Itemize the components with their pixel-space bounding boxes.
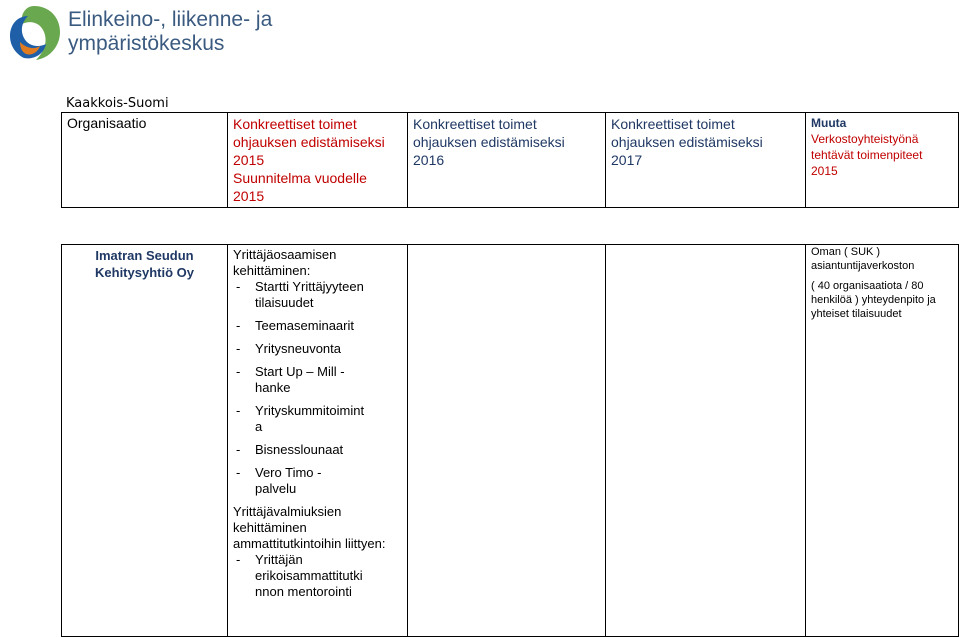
org-name-line1: Elinkeino-, liikenne- ja — [68, 8, 273, 31]
col-2016 — [408, 113, 606, 208]
col-muuta-line4: 2015 — [811, 164, 838, 178]
actions-2017-cell — [606, 245, 806, 637]
col-muuta-line1: Muuta — [811, 116, 847, 130]
list-item-line: - Teemaseminaarit — [255, 318, 354, 333]
header-table — [61, 112, 959, 208]
list-item-line: - Start Up – Mill - — [255, 364, 345, 379]
actions-2015-cell — [228, 245, 408, 637]
col-2016-line1: Konkreettiset toimet — [413, 116, 537, 132]
col-2016-line2: ohjauksen edistämiseksi — [413, 134, 565, 150]
item2-line3: nnon mentorointi — [255, 584, 352, 599]
list-item — [233, 552, 402, 600]
col-organisaatio — [62, 113, 228, 208]
actions-list — [233, 279, 402, 497]
intro1-line2: kehittäminen: — [233, 263, 311, 278]
col-2015 — [228, 113, 408, 208]
list-item — [233, 465, 402, 497]
org-name-line2: ympäristökeskus — [68, 32, 225, 55]
list-item — [233, 442, 402, 458]
intro2-line3: ammattitutkintoihin liittyen: — [233, 536, 386, 551]
org-line2: Kehitysyhtiö Oy — [95, 265, 194, 280]
list-item — [233, 364, 402, 396]
col-2017-line2: ohjauksen edistämiseksi — [611, 134, 763, 150]
muuta-line3: ( 40 organisaatiota / 80 — [811, 280, 924, 292]
muuta-line4: henkilöä ) yhteydenpito ja — [811, 294, 936, 306]
intro2-line1: Yrittäjävalmiuksien — [233, 504, 342, 519]
org-cell — [62, 245, 228, 637]
muuta-line1: Oman ( SUK ) — [811, 246, 881, 258]
list-item-line: tilaisuudet — [255, 295, 314, 310]
col-2017-line1: Konkreettiset toimet — [611, 116, 735, 132]
col-2017 — [606, 113, 806, 208]
list-item-line: - Yrityskummitoimint — [255, 403, 365, 418]
muuta-cell — [806, 245, 959, 637]
list-item — [233, 341, 402, 357]
list-item-line: - Vero Timo - — [255, 465, 322, 480]
list-item-line: - Yritysneuvonta — [255, 341, 341, 356]
actions-list-2 — [233, 552, 402, 600]
table-row — [62, 245, 959, 637]
muuta-line5: yhteiset tilaisuudet — [811, 308, 902, 320]
col-2016-line3: 2016 — [413, 152, 445, 168]
col-muuta-line2: Verkostoyhteistyönä — [811, 132, 919, 146]
list-item — [233, 403, 402, 435]
ely-logo — [4, 2, 64, 64]
muuta-line2: asiantuntijaverkoston — [811, 260, 915, 272]
col-2017-line3: 2017 — [611, 152, 643, 168]
col-2015-line5: 2015 — [233, 188, 265, 204]
item2-line2: erikoisammattitutki — [255, 568, 363, 583]
list-item — [233, 279, 402, 311]
col-organisaatio-label: Organisaatio — [67, 115, 147, 131]
col-muuta — [806, 113, 959, 208]
intro2-line2: kehittäminen — [233, 520, 307, 535]
col-2015-line1: Konkreettiset toimet — [233, 116, 357, 132]
list-item — [233, 318, 402, 334]
actions-2016-cell — [408, 245, 606, 637]
body-table — [61, 244, 959, 637]
list-item-line: palvelu — [255, 481, 297, 496]
item2-line1: - Yrittäjän — [255, 552, 303, 567]
region-label: Kaakkois-Suomi — [66, 96, 169, 111]
list-item-line: - Bisnesslounaat — [255, 442, 344, 457]
org-name — [68, 8, 272, 56]
col-2015-line2: ohjauksen edistämiseksi — [233, 134, 385, 150]
list-item-line: hanke — [255, 380, 291, 395]
col-2015-line4: Suunnitelma vuodelle — [233, 170, 367, 186]
org-line1: Imatran Seudun — [95, 248, 194, 263]
list-item-line: a — [255, 419, 263, 434]
col-2015-line3: 2015 — [233, 152, 265, 168]
list-item-line: - Startti Yrittäjyyteen — [255, 279, 364, 294]
col-muuta-line3: tehtävät toimenpiteet — [811, 148, 923, 162]
intro1-line1: Yrittäjäosaamisen — [233, 247, 337, 262]
